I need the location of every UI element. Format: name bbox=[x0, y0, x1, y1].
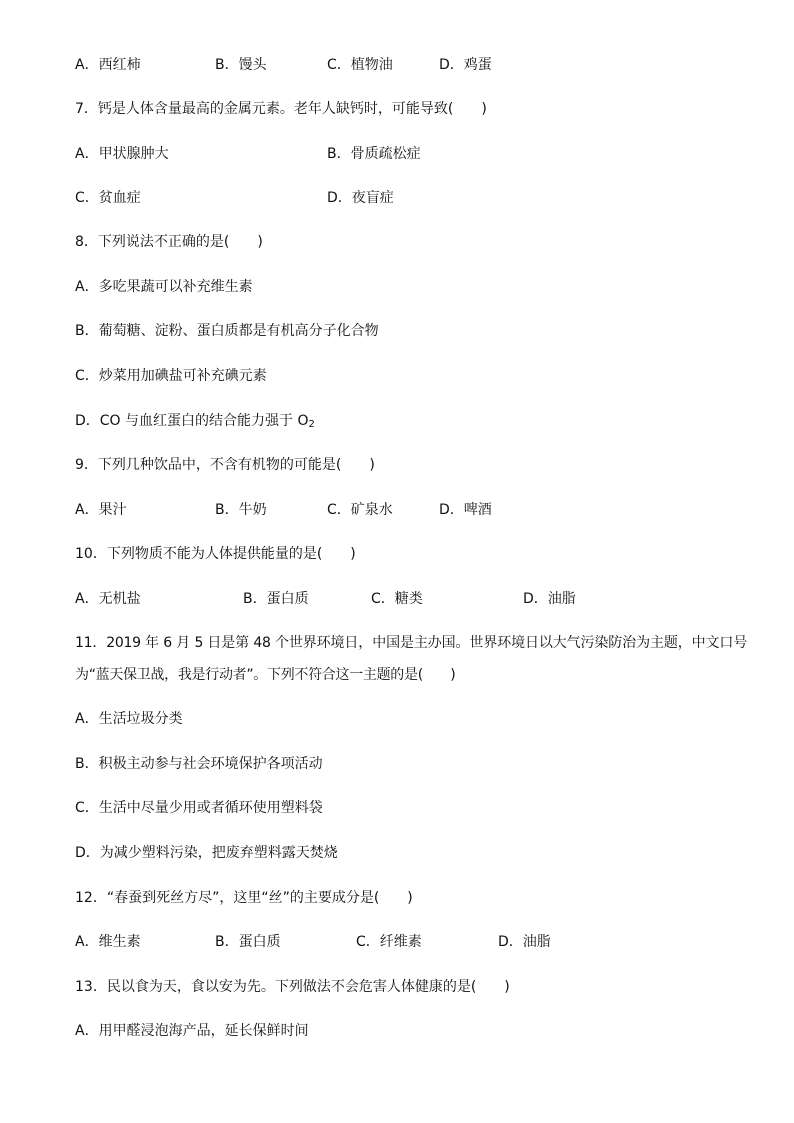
q8-option-d-text: D．CO 与血红蛋白的结合能力强于 O bbox=[75, 413, 309, 429]
q13-option-a: A．用甲醛浸泡海产品，延长保鲜时间 bbox=[75, 1023, 309, 1039]
q8-stem: 8．下列说法不正确的是( ) bbox=[75, 234, 263, 250]
q7-option-d: D．夜盲症 bbox=[327, 190, 394, 206]
q9-option-a: A．果汁 bbox=[75, 502, 127, 518]
q10-stem: 10．下列物质不能为人体提供能量的是( ) bbox=[75, 546, 356, 562]
q8-option-d bbox=[75, 412, 315, 434]
q10-option-d: D．油脂 bbox=[523, 591, 576, 607]
q9-option-b: B．牛奶 bbox=[215, 502, 267, 518]
q9-option-c: C．矿泉水 bbox=[327, 502, 393, 518]
q13-stem: 13．民以食为天，食以安为先。下列做法不会危害人体健康的是( ) bbox=[75, 979, 510, 995]
q7-option-c: C．贫血症 bbox=[75, 190, 141, 206]
q8-option-a: A．多吃果蔬可以补充维生素 bbox=[75, 279, 253, 295]
q10-option-b: B．蛋白质 bbox=[243, 591, 309, 607]
q11-option-d: D．为减少塑料污染，把废弃塑料露天焚烧 bbox=[75, 845, 338, 861]
q6-option-a: A．西红柿 bbox=[75, 57, 141, 73]
q8-option-b: B．葡萄糖、淀粉、蛋白质都是有机高分子化合物 bbox=[75, 323, 379, 339]
q11-option-a: A．生活垃圾分类 bbox=[75, 711, 183, 727]
q10-option-a: A．无机盐 bbox=[75, 591, 141, 607]
q12-option-b: B．蛋白质 bbox=[215, 934, 281, 950]
q11-option-b: B．积极主动参与社会环境保护各项活动 bbox=[75, 756, 323, 772]
q9-stem: 9．下列几种饮品中，不含有机物的可能是( ) bbox=[75, 457, 375, 473]
q10-option-c: C．糖类 bbox=[371, 591, 423, 607]
q7-option-a: A．甲状腺肿大 bbox=[75, 146, 169, 162]
q6-option-d: D．鸡蛋 bbox=[439, 57, 492, 73]
q12-option-c: C．纤维素 bbox=[356, 934, 422, 950]
q12-option-d: D．油脂 bbox=[498, 934, 551, 950]
q9-option-d: D．啤酒 bbox=[439, 502, 492, 518]
q7-stem: 7．钙是人体含量最高的金属元素。老年人缺钙时，可能导致( ) bbox=[75, 101, 487, 117]
q8-option-d-subscript: 2 bbox=[308, 419, 315, 430]
q8-option-c: C．炒菜用加碘盐可补充碘元素 bbox=[75, 368, 267, 384]
q7-option-b: B．骨质疏松症 bbox=[327, 146, 421, 162]
q6-option-c: C．植物油 bbox=[327, 57, 393, 73]
q11-option-c: C．生活中尽量少用或者循环使用塑料袋 bbox=[75, 800, 323, 816]
q12-stem: 12．“春蚕到死丝方尽”，这里“丝”的主要成分是( ) bbox=[75, 890, 413, 906]
q12-option-a: A．维生素 bbox=[75, 934, 141, 950]
q6-option-b: B．馒头 bbox=[215, 57, 267, 73]
q11-stem: 11．2019 年 6 月 5 日是第 48 个世界环境日，中国是主办国。世界环境日以大气污染防治为主题，中文口号为“蓝天保卫战，我是行动者”。下列不符合这一主题的是( ) bbox=[75, 635, 747, 683]
